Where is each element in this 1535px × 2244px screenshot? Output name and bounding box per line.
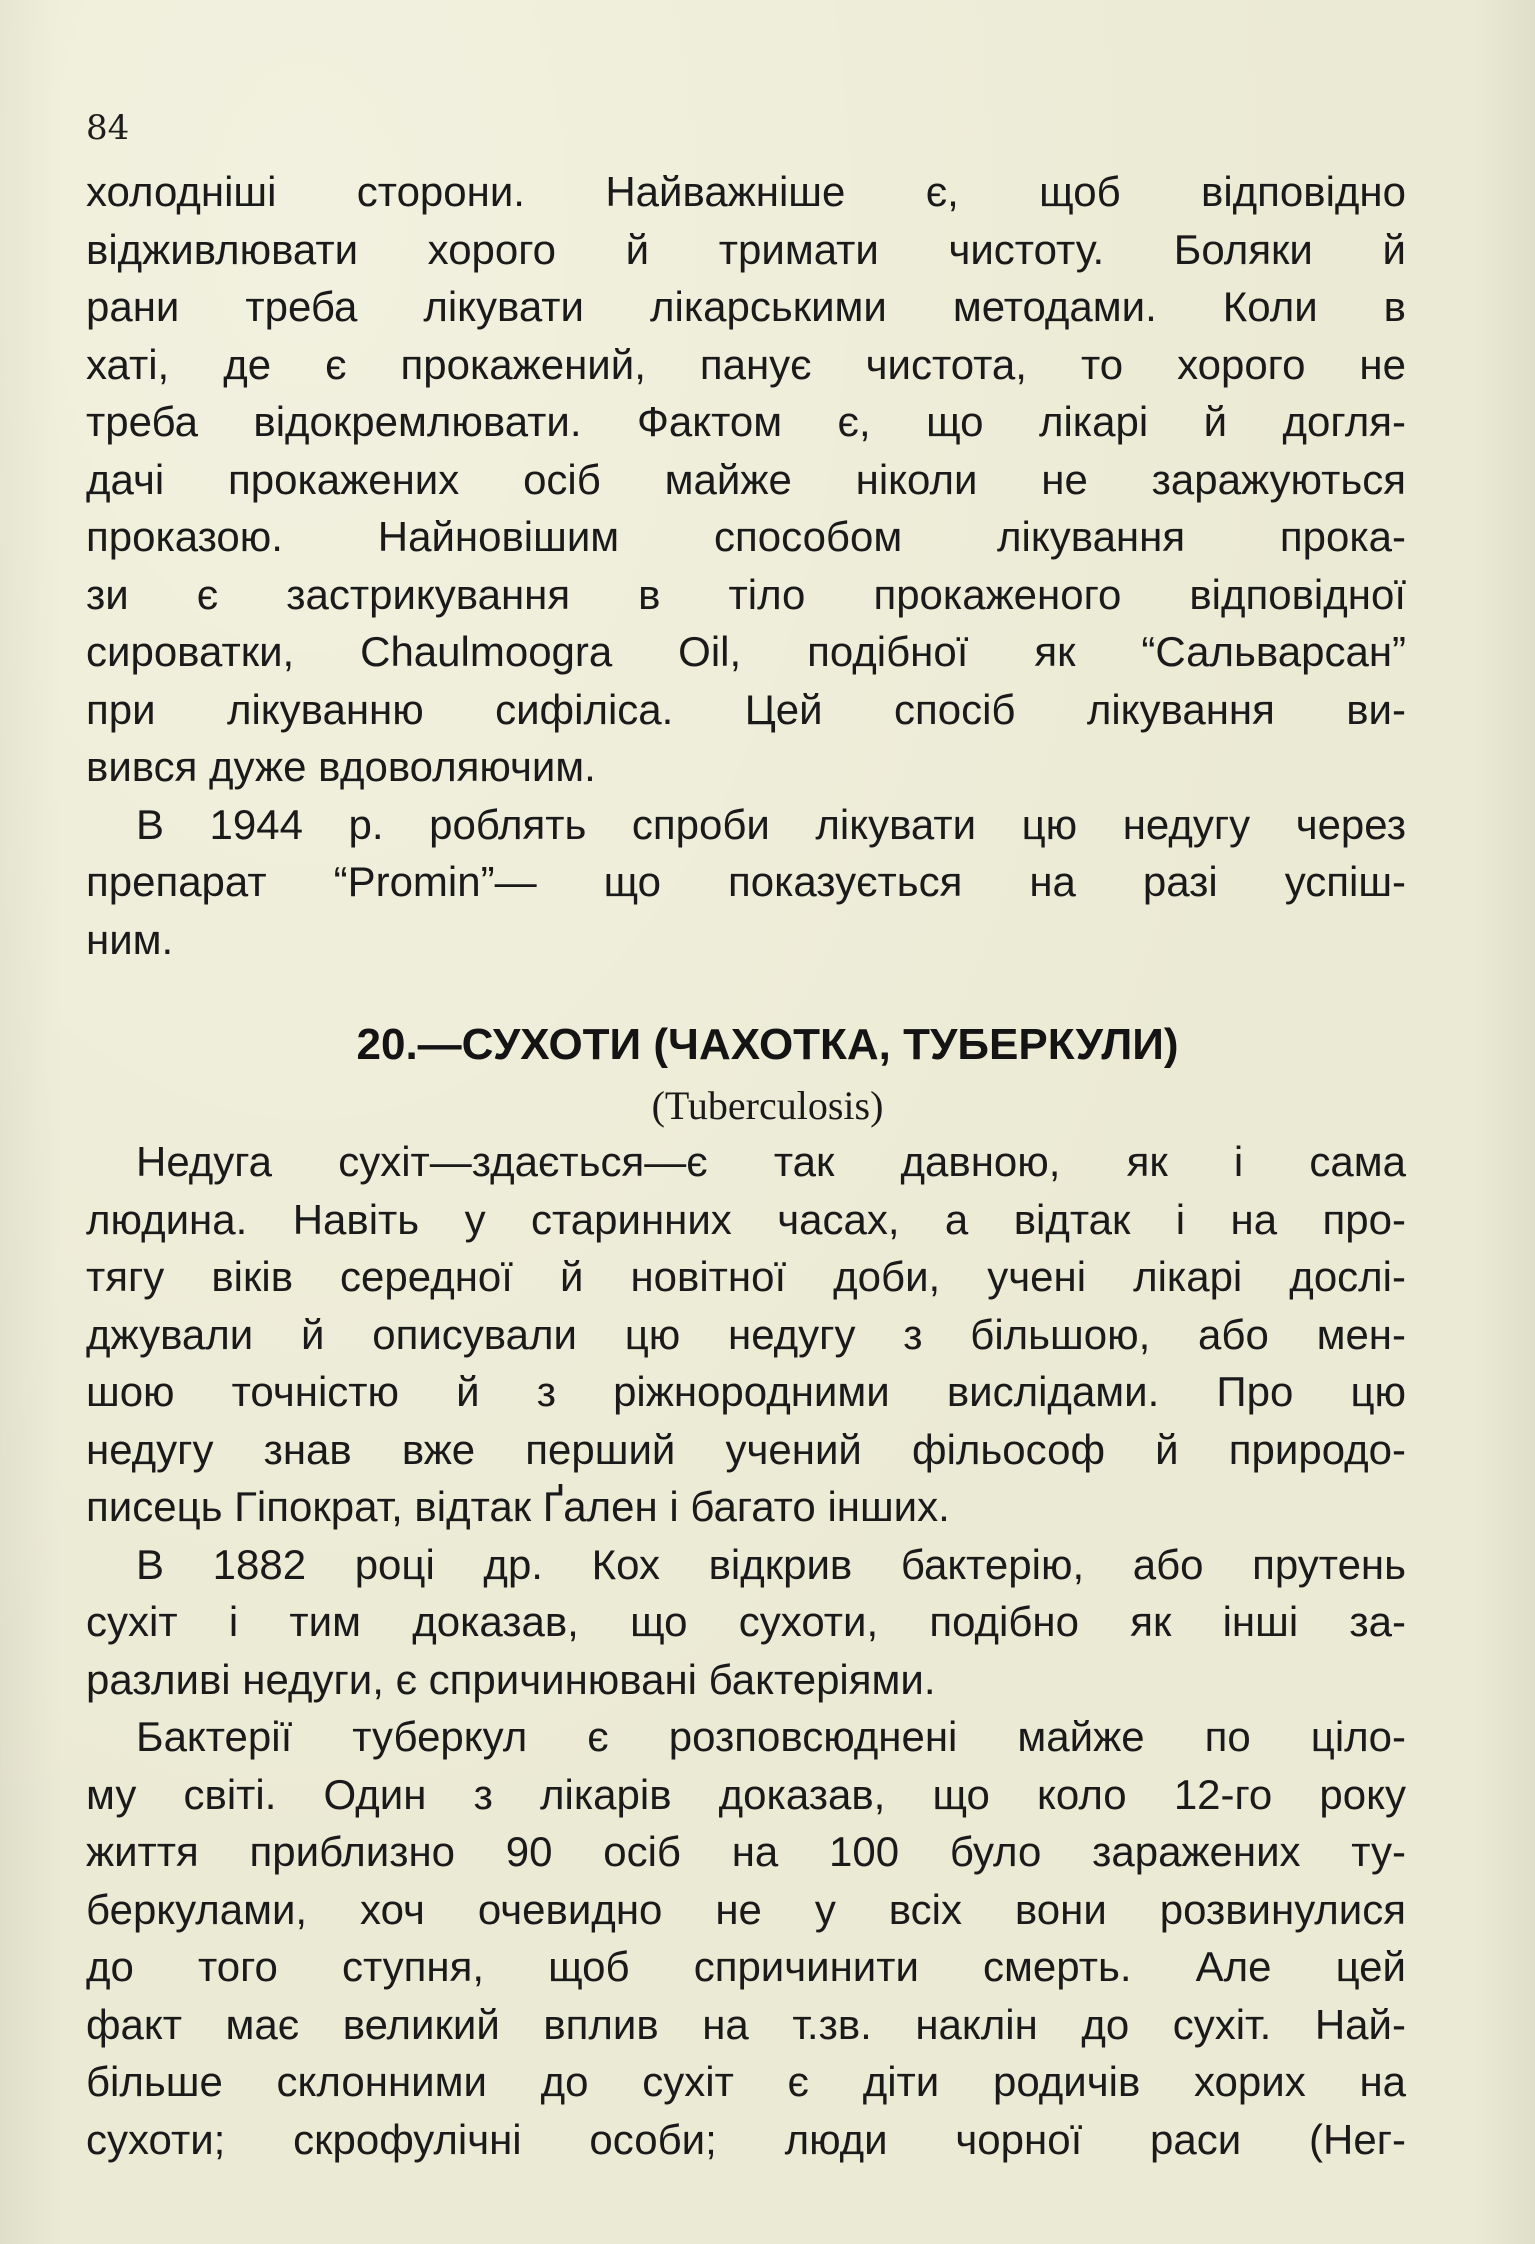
text-line: вився дуже вдоволяючим. <box>86 743 596 790</box>
text-line: факт має великий вплив на т.зв. наклін до сухіт. Най- <box>86 2000 1406 2048</box>
paragraph <box>86 796 1406 969</box>
paragraph <box>86 1708 1406 2168</box>
text-line: відживлювати хорого й тримати чистоту. Боляки й <box>86 225 1406 273</box>
section-title: 20.—СУХОТИ (ЧАХОТКА, ТУБЕРКУЛИ) <box>356 1020 1179 1069</box>
text-line: джували й описували цю недугу з більшою, або мен- <box>86 1310 1406 1358</box>
text-line: недугу знав вже перший учений фільософ й природо- <box>86 1425 1406 1473</box>
text-line: В 1944 р. роблять спроби лікувати цю недугу через <box>136 800 1406 848</box>
text-line: сироватки, Chaulmoogra Oil, подібної як “Сальварсан” <box>86 628 1406 675</box>
text-line: холодніші сторони. Найважніше є, щоб відповідно <box>86 168 1406 215</box>
text-line: Бактерії туберкул є розповсюднені майже по цілo- <box>136 1713 1406 1760</box>
text-line: проказою. Найновішим способом лікування прока- <box>86 513 1406 560</box>
text-line: беркулами, хоч очевидно не у всіх вони розвинулися <box>86 1885 1406 1933</box>
text-line: дачі прокажених осіб майже ніколи не заражуються <box>86 455 1406 503</box>
text-line: сухіт і тим доказав, що сухоти, подібно як інші за- <box>86 1598 1406 1645</box>
text-line: до того ступня, щоб спричинити смерть. Але цей <box>86 1943 1406 1990</box>
text-line: рани треба лікувати лікарськими методами. Коли в <box>86 283 1406 330</box>
paragraph <box>86 163 1406 796</box>
text-line: життя приблизно 90 осіб на 100 було заражених ту- <box>86 1828 1406 1875</box>
text-line: при лікуванню сифіліса. Цей спосіб лікування ви- <box>86 685 1406 733</box>
bottom-text-block <box>86 1133 1406 2168</box>
text-line: шою точністю й з ріжнородними вислідами. Про цю <box>86 1368 1406 1415</box>
text-line: писець Гіпократ, відтак Ґален і багато інших. <box>86 1483 950 1530</box>
text-line: ним. <box>86 915 174 963</box>
text-line: разливі недуги, є спричинювані бактеріями. <box>86 1655 936 1703</box>
text-line: Недуга сухіт—здається—є так давною, як і сама <box>136 1138 1406 1185</box>
text-line: більше склонними до сухіт є діти родичів хорих на <box>86 2058 1406 2105</box>
text-line: препарат “Promin”— що показується на разі успіш- <box>86 858 1406 905</box>
paragraph <box>86 1133 1406 1536</box>
text-line: треба відокремлювати. Фактом є, що лікарі й догля- <box>86 398 1406 445</box>
page-number: 84 <box>86 108 130 148</box>
text-line: хаті, де є прокажений, панує чистота, то хорого не <box>86 340 1406 388</box>
top-text-block <box>86 163 1406 968</box>
text-line: му світі. Один з лікарів доказав, що коло 12-го року <box>86 1770 1406 1818</box>
text-line: В 1882 році др. Кох відкрив бактерію, або прутень <box>136 1540 1406 1588</box>
text-line: тягу віків середної й новітної доби, учені лікарі дослі- <box>86 1253 1406 1300</box>
section-subtitle: (Tuberculosis) <box>651 1083 884 1128</box>
paragraph <box>86 1536 1406 1709</box>
text-line: зи є застрикування в тіло прокаженого відповідної <box>86 570 1406 618</box>
text-line: сухоти; скрофулічні особи; люди чорної раси (Нег- <box>86 2115 1406 2163</box>
text-line: людина. Навіть у старинних часах, а відтак і на про- <box>86 1195 1406 1243</box>
